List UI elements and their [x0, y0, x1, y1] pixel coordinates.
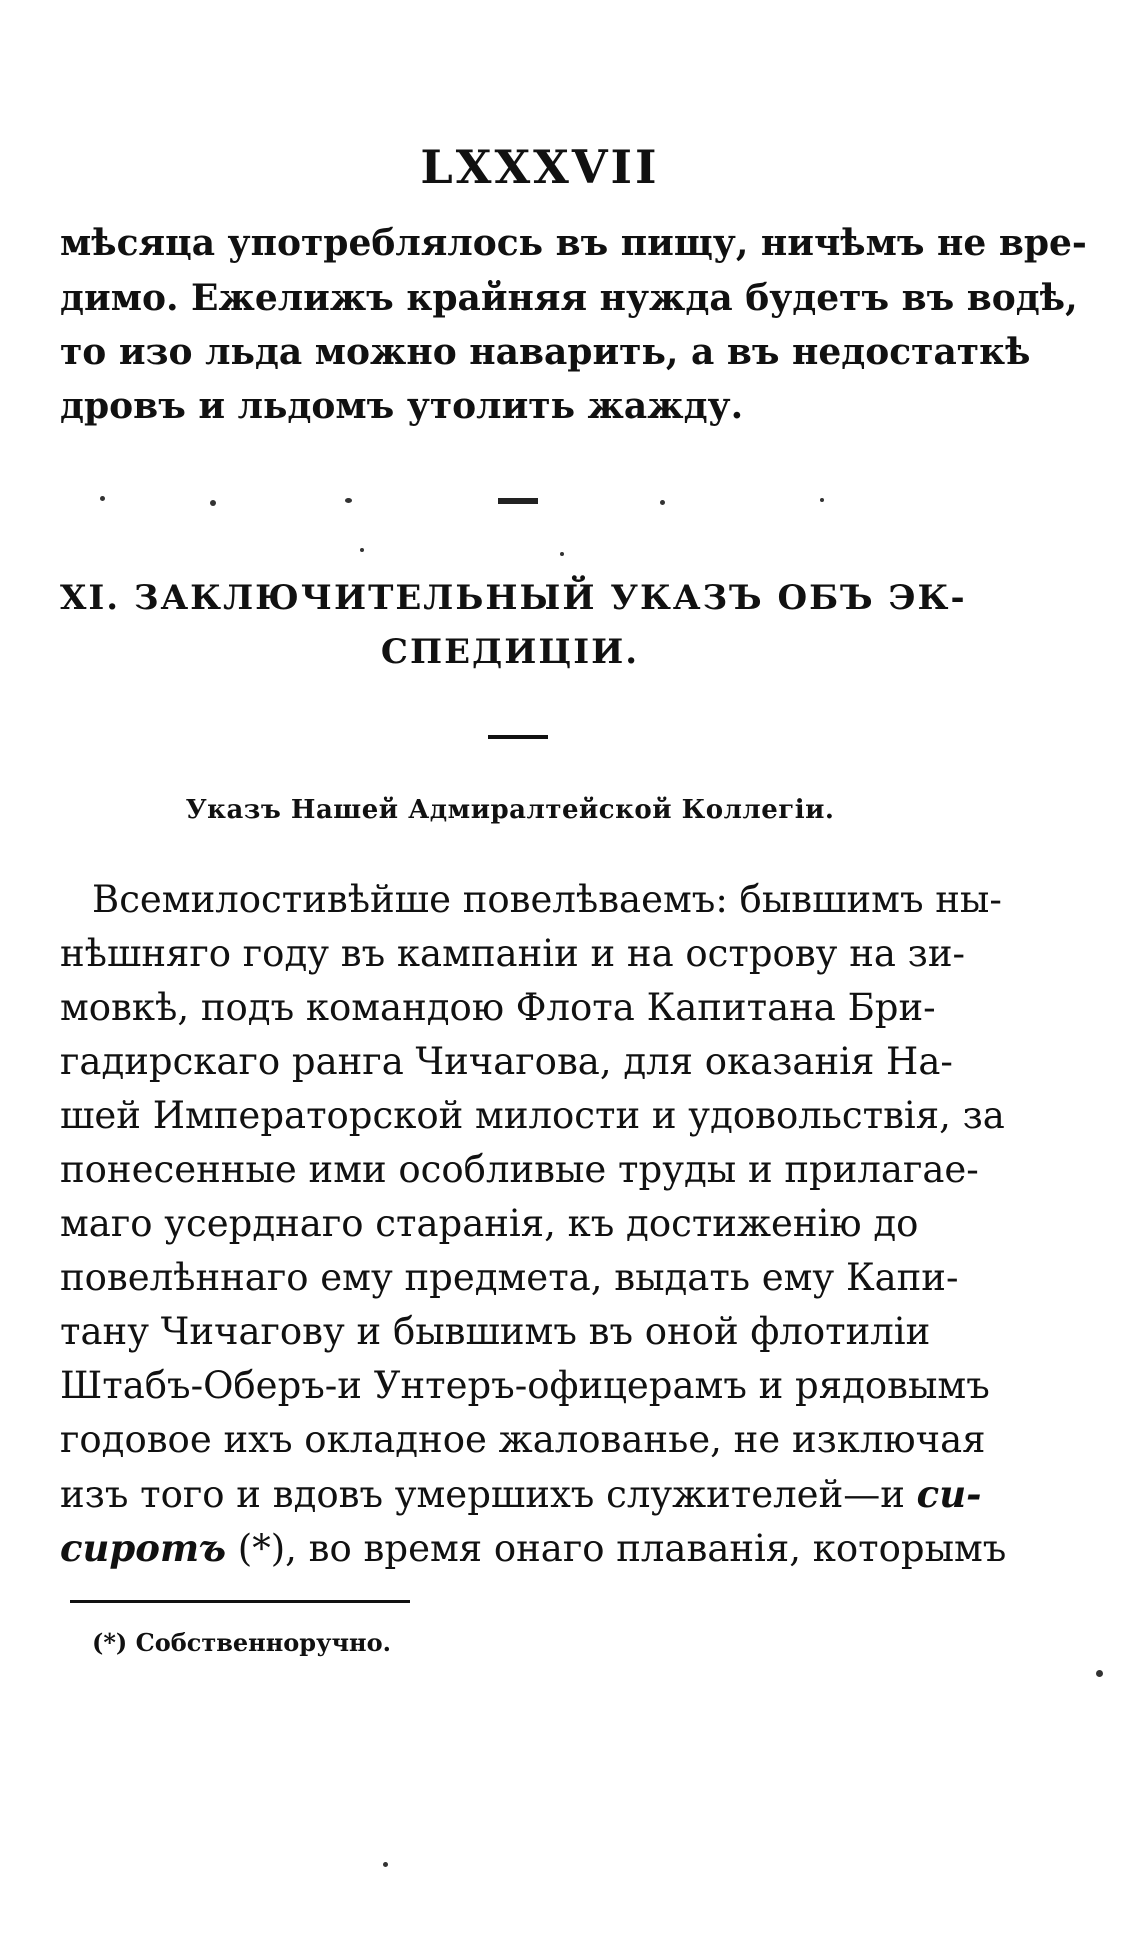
- text-line: дровъ и льдомъ утолить жажду.: [60, 385, 744, 427]
- scan-speck: [360, 548, 364, 552]
- text-span: годовое ихъ окладное жалованье, не изключая: [60, 1418, 986, 1461]
- scan-speck: [1096, 1670, 1103, 1677]
- text-line: маго усерднаго старанія, къ достиженію до: [60, 1202, 919, 1245]
- heading-line: СПЕДИЦІИ.: [380, 632, 640, 672]
- subtitle: Указъ Нашей Адмиралтейской Коллегіи.: [185, 795, 835, 825]
- separator-rule: [488, 735, 548, 739]
- text-line: шей Императорской милости и удовольствія, за: [60, 1094, 1005, 1137]
- text-line: [60, 1526, 1007, 1570]
- heading-line: XI. ЗАКЛЮЧИТЕЛЬНЫЙ УКАЗЪ ОБЪ ЭК-: [60, 578, 967, 618]
- text-line: тану Чичагову и бывшимъ въ оной флотиліи: [60, 1310, 931, 1353]
- footnote-rule: [70, 1600, 410, 1603]
- text-line: мовкѣ, подъ командою Флота Капитана Бри-: [60, 986, 936, 1029]
- page-number: LXXXVII: [420, 140, 660, 194]
- scan-speck: [560, 552, 564, 556]
- scan-speck: [383, 1862, 388, 1867]
- italic-word: си-: [916, 1472, 982, 1516]
- text-line: [60, 1418, 986, 1461]
- scan-speck: [100, 496, 105, 501]
- text-line: димо. Ежелижъ крайняя нужда будетъ въ водѣ,: [60, 277, 1078, 319]
- text-line: Штабъ-Оберъ-и Унтеръ-офицерамъ и рядовымъ: [60, 1364, 990, 1407]
- text-line: повелѣннаго ему предмета, выдать ему Капи-: [60, 1256, 959, 1299]
- ornament-dash: [498, 498, 538, 504]
- text-line: понесенные ими особливые труды и прилагае-: [60, 1148, 979, 1191]
- text-line: мѣсяца употреблялось въ пищу, ничѣмъ не вре-: [60, 222, 1087, 264]
- footnote: (*) Собственноручно.: [92, 1628, 391, 1657]
- text-line: [60, 1472, 980, 1516]
- scan-speck: [660, 500, 665, 505]
- text-line: то изо льда можно наварить, а въ недостаткѣ: [60, 331, 1031, 373]
- text-line: Всемилостивѣйше повелѣваемъ: бывшимъ ны-: [92, 878, 1002, 921]
- text-line: гадирскаго ранга Чичагова, для оказанія На-: [60, 1040, 953, 1083]
- text-span: изъ того и вдовъ умершихъ служителей—и: [60, 1473, 905, 1516]
- scan-speck: [345, 498, 352, 503]
- text-span: (*), во время онаго плаванія, которымъ: [226, 1527, 1007, 1570]
- scan-speck: [210, 500, 216, 506]
- text-line: нѣшняго году въ кампаніи и на острову на зи-: [60, 932, 966, 975]
- scan-speck: [820, 498, 824, 502]
- italic-word: сиротъ: [60, 1526, 227, 1570]
